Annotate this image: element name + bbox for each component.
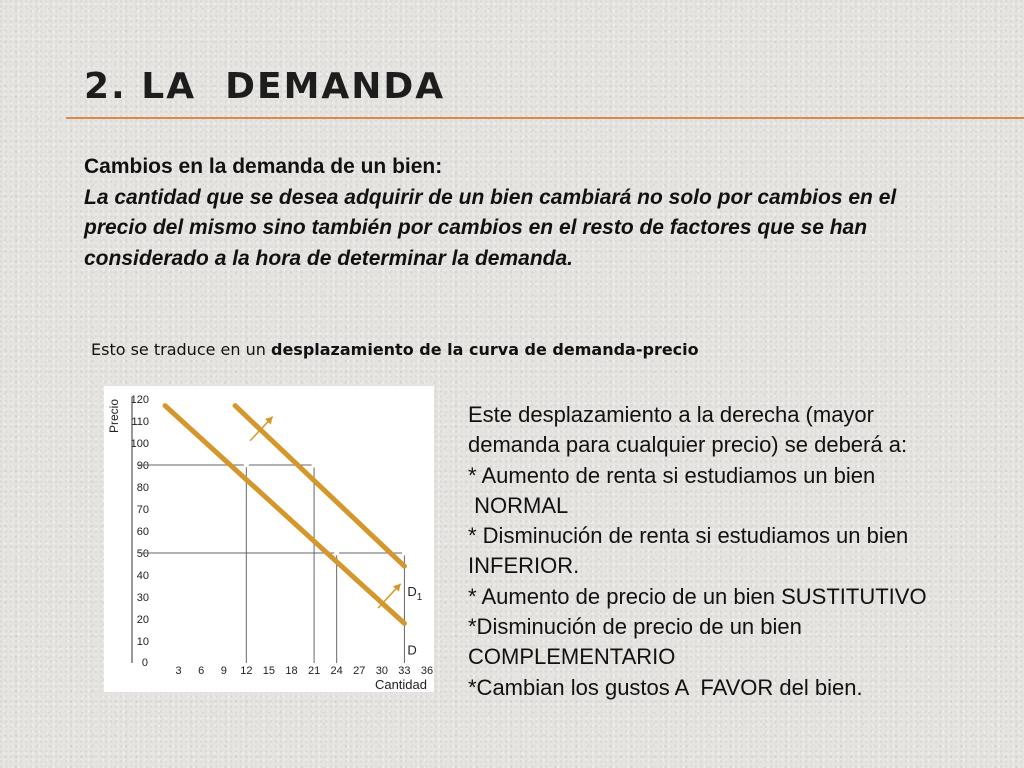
- cause-line: NORMAL: [468, 492, 569, 518]
- x-tick-label: 21: [307, 665, 321, 677]
- cause-line: demanda para cualquier precio) se deberá a:: [468, 432, 908, 458]
- chart-svg: [104, 386, 434, 692]
- y-tick-label: 80: [136, 482, 149, 494]
- demand-shift-chart: [104, 386, 434, 692]
- y-tick-label: 20: [136, 614, 149, 626]
- x-tick-label: 30: [375, 665, 388, 677]
- curve-label-d1: $D_1$: [407, 584, 423, 604]
- x-tick-label: 36: [420, 665, 434, 677]
- y-tick-label: 10: [136, 636, 149, 648]
- y-axis-label: Precio: [107, 398, 121, 434]
- y-tick-label: 90: [136, 460, 149, 472]
- origin-label: 0: [141, 657, 148, 669]
- intro-heading: Cambios en la demanda de un bien:: [84, 155, 443, 178]
- x-axis-label: Cantidad: [374, 677, 427, 692]
- intersection-point: [244, 463, 249, 468]
- intersection-point: [312, 463, 317, 468]
- x-tick-label: 33: [398, 665, 411, 677]
- translate-line: [91, 340, 699, 359]
- x-tick-label: 12: [240, 665, 253, 677]
- y-tick-label: 100: [130, 438, 149, 450]
- x-tick-label: 24: [330, 665, 343, 677]
- intro-block: [84, 152, 924, 274]
- x-tick-label: 6: [198, 665, 205, 677]
- title-divider: [66, 117, 1024, 119]
- cause-line: * Disminución de renta si estudiamos un bien: [468, 523, 909, 549]
- y-tick-label: 30: [136, 592, 149, 604]
- y-tick-label: 40: [136, 570, 149, 582]
- intersection-point: [402, 551, 407, 556]
- cause-line: *Disminución de precio de un bien: [468, 614, 802, 640]
- x-tick-label: 18: [285, 665, 298, 677]
- y-tick-label: 110: [131, 416, 149, 428]
- cause-line: COMPLEMENTARIO: [468, 644, 676, 670]
- cause-line: Este desplazamiento a la derecha (mayor: [468, 402, 874, 427]
- demand-curve-d: [165, 406, 404, 624]
- x-tick-label: 3: [175, 665, 182, 677]
- curve-label-d: D: [407, 642, 417, 658]
- y-tick-label: 120: [130, 394, 149, 406]
- curve-label-subscript: 1: [416, 592, 423, 604]
- x-tick-label: 9: [220, 665, 227, 677]
- cause-line: * Aumento de renta si estudiamos un bien: [468, 462, 876, 488]
- x-tick-label: 15: [262, 665, 276, 677]
- intro-body: La cantidad que se desea adquirir de un bien cambiará no solo por cambios en el precio del mismo sino también por cambios en el resto de factores que se han considerado a la hora de determinar la demanda.: [84, 185, 897, 270]
- cause-line: INFERIOR.: [468, 553, 580, 579]
- cause-line: *Cambian los gustos A FAVOR del bien.: [468, 674, 863, 700]
- x-tick-label: 27: [353, 665, 366, 677]
- translate-prefix: Esto se traduce en un: [91, 340, 271, 359]
- intersection-point: [334, 551, 339, 556]
- y-tick-label: 60: [136, 526, 149, 538]
- y-tick-label: 70: [136, 504, 149, 516]
- cause-line: * Aumento de precio de un bien SUSTITUTIVO: [468, 583, 927, 609]
- slide-title: 2. LA DEMANDA: [84, 66, 446, 107]
- translate-emphasis: desplazamiento de la curva de demanda-precio: [270, 340, 699, 359]
- y-tick-label: 50: [136, 548, 149, 560]
- shift-causes-text: [468, 400, 1018, 703]
